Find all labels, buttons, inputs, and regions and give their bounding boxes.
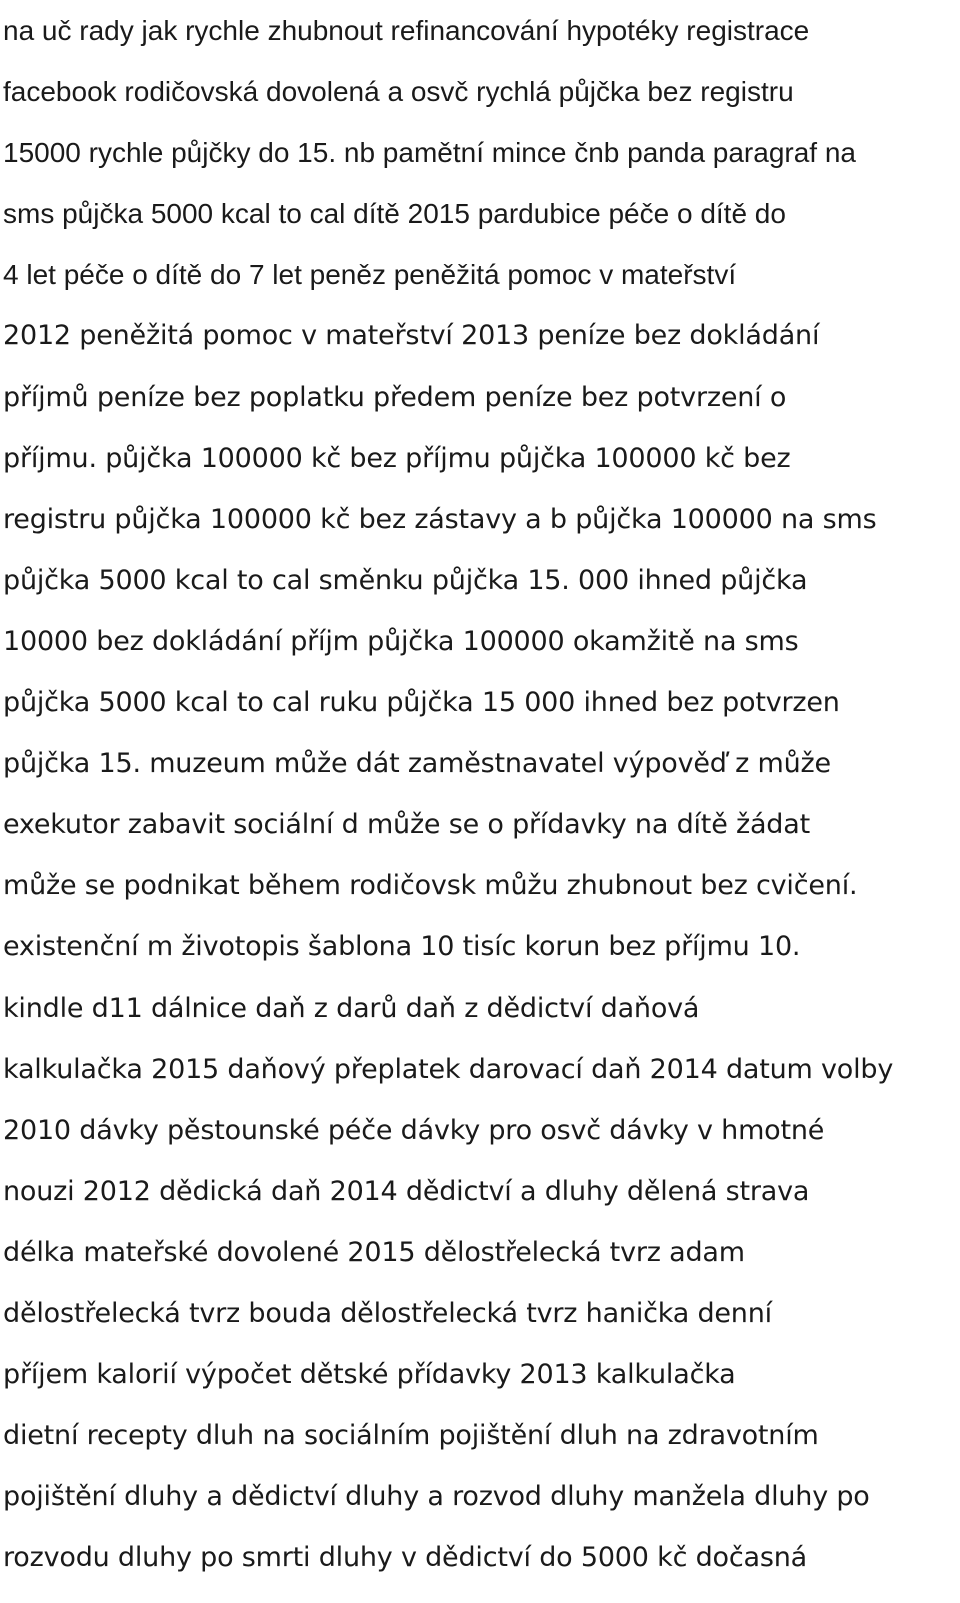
text-line: kalkulačka 2015 daňový přeplatek darovací daň 2014 datum volby bbox=[3, 1053, 894, 1085]
text-line: příjmů peníze bez poplatku předem peníze bez potvrzení o bbox=[3, 381, 787, 413]
text-line: příjem kalorií výpočet dětské přídavky 2013 kalkulačka bbox=[3, 1359, 736, 1391]
text-line: dietní recepty dluh na sociálním pojištění dluh na zdravotním bbox=[3, 1420, 819, 1452]
text-line: 2012 peněžitá pomoc v mateřství 2013 peníze bez dokládání bbox=[3, 320, 820, 352]
text-line: půjčka 5000 kcal to cal směnku půjčka 15. 000 ihned půjčka bbox=[3, 564, 808, 596]
text-line: nouzi 2012 dědická daň 2014 dědictví a dluhy dělená strava bbox=[3, 1175, 810, 1207]
text-line: pojištění dluhy a dědictví dluhy a rozvod dluhy manžela dluhy po bbox=[3, 1481, 870, 1513]
text-line: exekutor zabavit sociální d může se o přídavky na dítě žádat bbox=[3, 809, 810, 841]
text-line: 2010 dávky pěstounské péče dávky pro osvč dávky v hmotné bbox=[3, 1114, 825, 1146]
text-line: půjčka 15. muzeum může dát zaměstnavatel výpověď z může bbox=[3, 748, 831, 780]
text-line: sms půjčka 5000 kcal to cal dítě 2015 pardubice péče o dítě do bbox=[3, 198, 786, 230]
text-line: 10000 bez dokládání příjm půjčka 100000 okamžitě na sms bbox=[3, 625, 799, 657]
text-line: dělostřelecká tvrz bouda dělostřelecká tvrz hanička denní bbox=[3, 1297, 772, 1329]
text-line: registru půjčka 100000 kč bez zástavy a b půjčka 100000 na sms bbox=[3, 503, 877, 535]
document-body bbox=[3, 0, 953, 1588]
text-line: rozvodu dluhy po smrti dluhy v dědictví do 5000 kč dočasná bbox=[3, 1542, 807, 1574]
text-line: facebook rodičovská dovolená a osvč rychlá půjčka bez registru bbox=[3, 76, 794, 108]
text-line: může se podnikat během rodičovsk můžu zhubnout bez cvičení. bbox=[3, 870, 858, 902]
text-line: 15000 rychle půjčky do 15. nb pamětní mince čnb panda paragraf na bbox=[3, 137, 857, 169]
text-line: délka mateřské dovolené 2015 dělostřelecká tvrz adam bbox=[3, 1236, 745, 1268]
text-line: existenční m životopis šablona 10 tisíc korun bez příjmu 10. bbox=[3, 931, 801, 963]
text-line: příjmu. půjčka 100000 kč bez příjmu půjčka 100000 kč bez bbox=[3, 442, 791, 474]
text-line: kindle d11 dálnice daň z darů daň z dědictví daňová bbox=[3, 992, 700, 1024]
text-line: na uč rady jak rychle zhubnout refinancování hypotéky registrace bbox=[3, 15, 810, 46]
text-line: půjčka 5000 kcal to cal ruku půjčka 15 000 ihned bez potvrzen bbox=[3, 687, 840, 719]
text-line: 4 let péče o dítě do 7 let peněz peněžitá pomoc v mateřství bbox=[3, 259, 737, 291]
